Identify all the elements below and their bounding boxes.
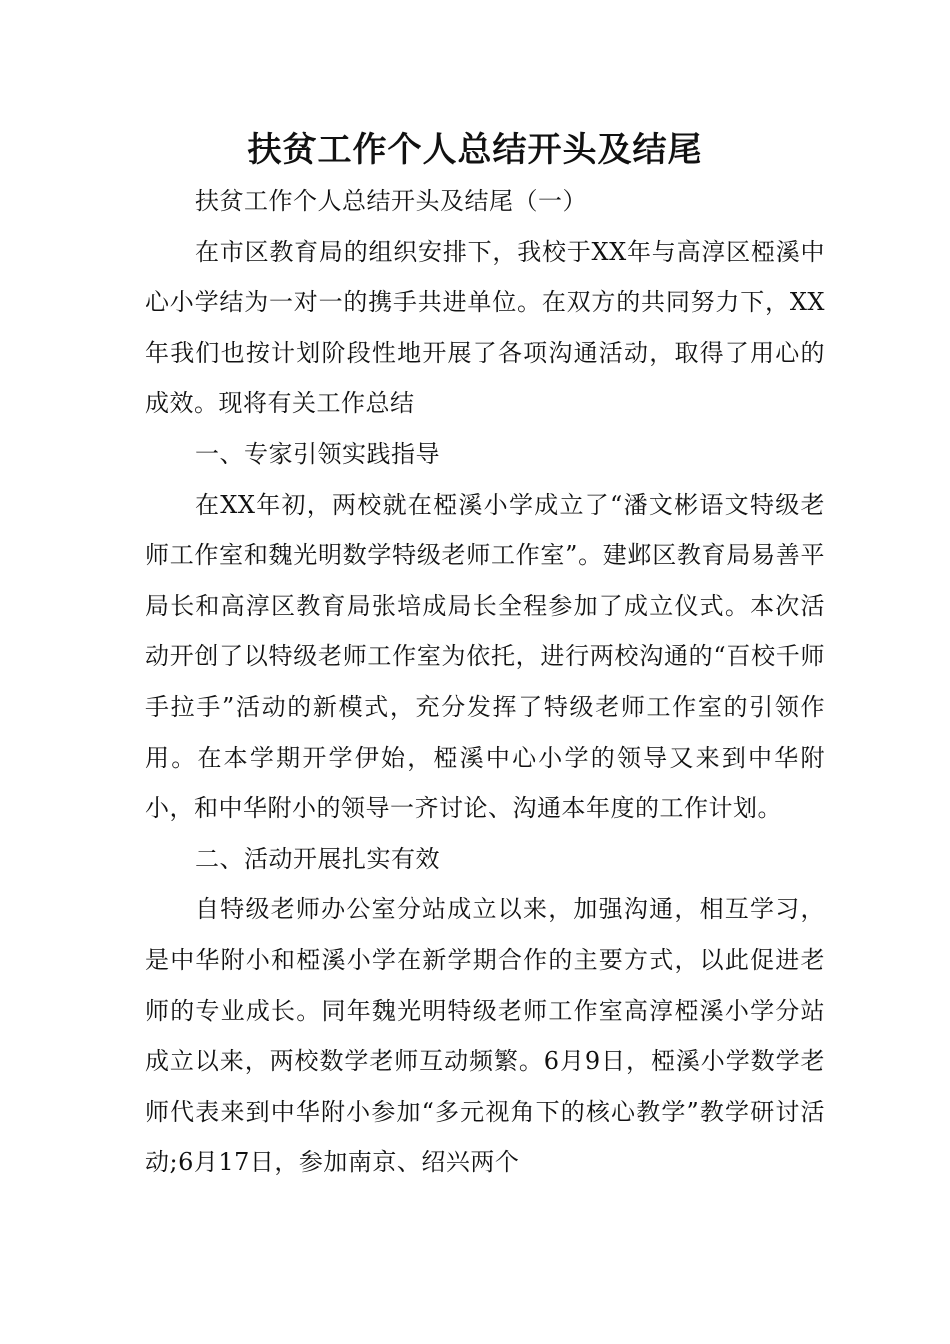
document-body (145, 176, 825, 1188)
intro-paragraph: 在市区教育局的组织安排下，我校于XX年与高淳区椏溪中心小学结为一对一的携手共进单位。在双方的共同努力下，XX年我们也按计划阶段性地开展了各项沟通活动，取得了用心的成效。现将有关工作总结 (145, 237, 825, 418)
section-heading-1: 一、专家引领实践指导 (195, 439, 440, 468)
document-title: 扶贫工作个人总结开头及结尾 (247, 130, 703, 170)
section-2-paragraph: 自特级老师办公室分站成立以来，加强沟通，相互学习，是中华附小和椏溪小学在新学期合作的主要方式，以此促进老师的专业成长。同年魏光明特级老师工作室高淳椏溪小学分站成立以来，两校数学老师互动频繁。6月9日，椏溪小学数学老师代表来到中华附小参加“多元视角下的核心教学”教学研讨活动;6月17日，参加南京、绍兴两个 (145, 895, 825, 1177)
section-1-paragraph: 在XX年初，两校就在椏溪小学成立了“潘文彬语文特级老师工作室和魏光明数学特级老师工作室”。建邺区教育局易善平局长和高淳区教育局张培成局长全程参加了成立仪式。本次活动开创了以特级老师工作室为依托，进行两校沟通的“百校千师手拉手”活动的新模式，充分发挥了特级老师工作室的引领作用。在本学期开学伊始，椏溪中心小学的领导又来到中华附小，和中华附小的领导一齐讨论、沟通本年度的工作计划。 (145, 490, 825, 823)
section-heading-2: 二、活动开展扎实有效 (195, 844, 440, 873)
subtitle-paragraph: 扶贫工作个人总结开头及结尾（一） (195, 187, 587, 215)
